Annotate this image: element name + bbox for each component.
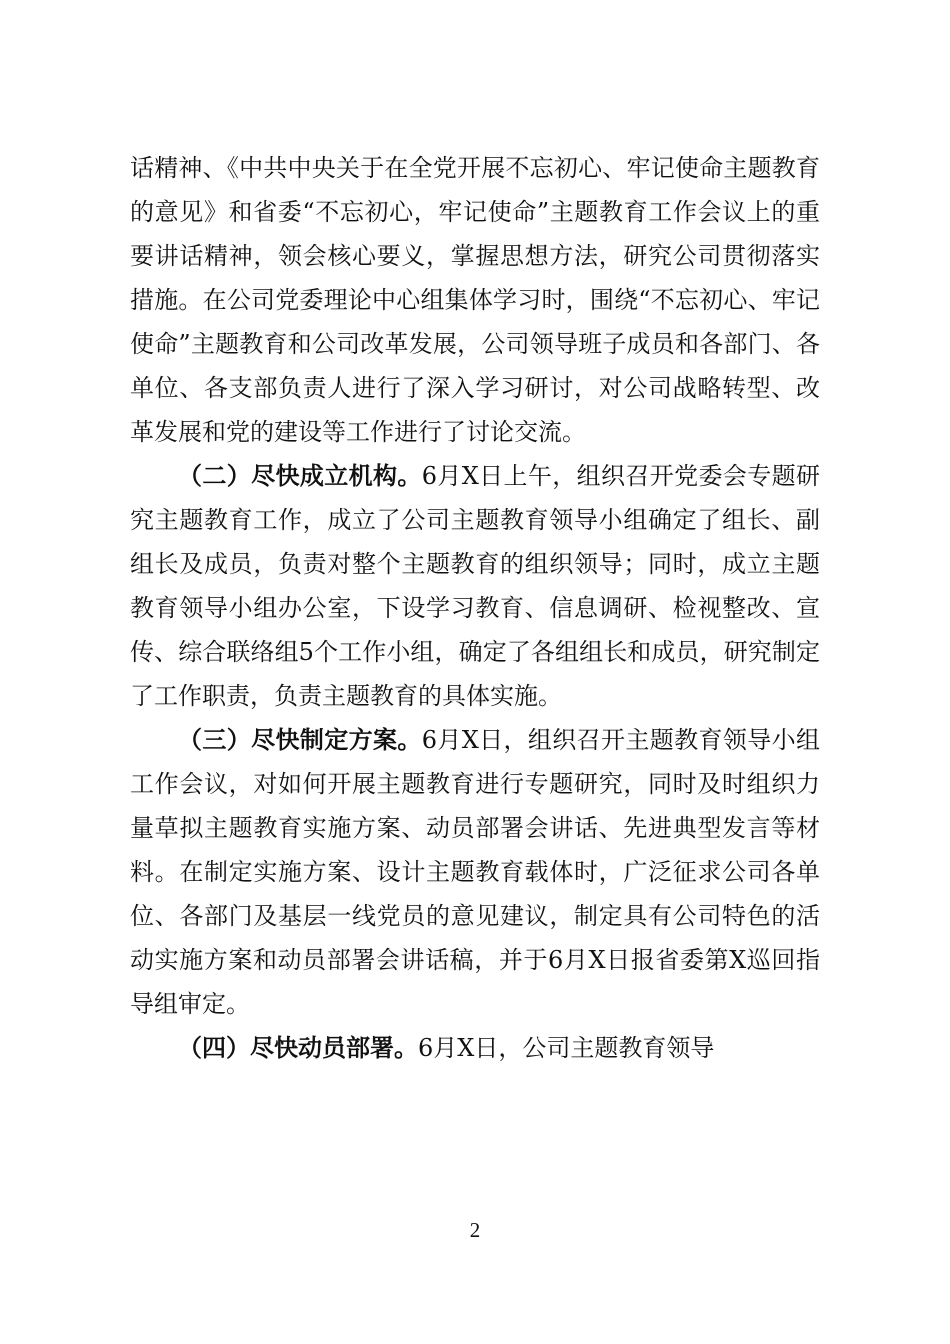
document-body: [130, 146, 820, 1070]
paragraph-formulate-plan: [130, 718, 820, 1026]
section-heading: （二）尽快成立机构。: [178, 462, 422, 490]
page-number: 2: [469, 1218, 481, 1242]
paragraph-mobilize-deploy: [130, 1026, 820, 1070]
paragraph-continuation: [130, 146, 820, 454]
section-heading: （四）尽快动员部署。: [178, 1034, 418, 1062]
paragraph-text: 6月X日上午，组织召开党委会专题研究主题教育工作，成立了公司主题教育领导小组确定了组长、副组长及成员，负责对整个主题教育的组织领导；同时，成立主题教育领导小组办公室，下设学习教育、信息调研、检视整改、宣传、综合联络组5个工作小组，确定了各组组长和成员，研究制定了工作职责，负责主题教育的具体实施。: [130, 462, 821, 710]
section-heading: （三）尽快制定方案。: [178, 726, 422, 754]
paragraph-text: 6月X日，公司主题教育领导: [418, 1034, 715, 1062]
paragraph-text: 话精神、《中共中央关于在全党开展不忘初心、牢记使命主题教育的意见》和省委“不忘初心，牢记使命”主题教育工作会议上的重要讲话精神，领会核心要义，掌握思想方法，研究公司贯彻落实措施。在公司党委理论中心组集体学习时，围绕“不忘初心、牢记使命”主题教育和公司改革发展，公司领导班子成员和各部门、各单位、各支部负责人进行了深入学习研讨，对公司战略转型、改革发展和党的建设等工作进行了讨论交流。: [130, 154, 820, 446]
paragraph-establish-organization: [130, 454, 820, 718]
paragraph-text: 6月X日，组织召开主题教育领导小组工作会议，对如何开展主题教育进行专题研究，同时及时组织力量草拟主题教育实施方案、动员部署会讲话、先进典型发言等材料。在制定实施方案、设计主题教育载体时，广泛征求公司各单位、各部门及基层一线党员的意见建议，制定具有公司特色的活动实施方案和动员部署会讲话稿，并于6月X日报省委第X巡回指导组审定。: [130, 726, 821, 1018]
